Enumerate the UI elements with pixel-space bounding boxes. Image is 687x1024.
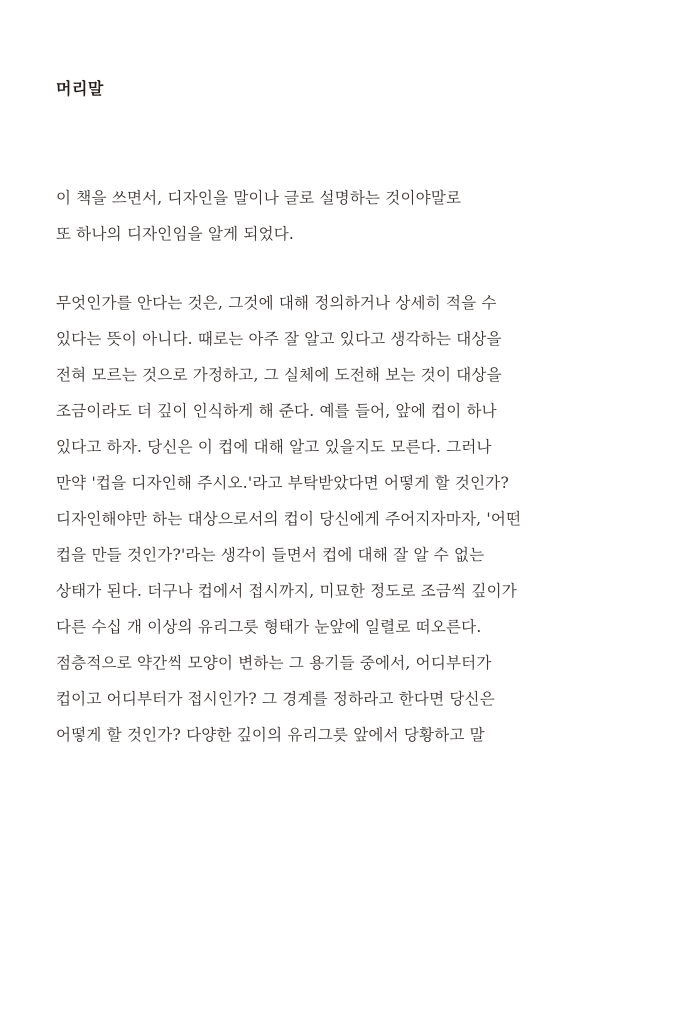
paragraph-2: [56, 285, 521, 753]
text-line: 전혀 모르는 것으로 가정하고, 그 실체에 도전해 보는 것이 대상을: [56, 366, 502, 384]
text-line: 있다는 뜻이 아니다. 때로는 아주 잘 알고 있다고 생각하는 대상을: [56, 330, 502, 348]
page-heading: 머리말: [56, 79, 104, 98]
text-line: 무엇인가를 안다는 것은, 그것에 대해 정의하거나 상세히 적을 수: [56, 294, 497, 312]
text-line: 또 하나의 디자인임을 알게 되었다.: [56, 225, 295, 243]
text-line: 만약 '컵을 디자인해 주시오.'라고 부탁받았다면 어떻게 할 것인가?: [56, 474, 509, 492]
text-line: 있다고 하자. 당신은 이 컵에 대해 알고 있을지도 모른다. 그러나: [56, 438, 492, 456]
text-line: 조금이라도 더 깊이 인식하게 해 준다. 예를 들어, 앞에 컵이 하나: [56, 402, 497, 420]
paragraph-1: [56, 180, 461, 252]
text-line: 어떻게 할 것인가? 다양한 깊이의 유리그릇 앞에서 당황하고 말: [56, 726, 485, 744]
text-line: 이 책을 쓰면서, 디자인을 말이나 글로 설명하는 것이야말로: [56, 189, 462, 207]
text-line: 컵을 만들 것인가?'라는 생각이 들면서 컵에 대해 잘 알 수 없는: [56, 546, 485, 564]
text-line: 다른 수십 개 이상의 유리그릇 형태가 눈앞에 일렬로 떠오른다.: [56, 618, 482, 636]
text-line: 점층적으로 약간씩 모양이 변하는 그 용기들 중에서, 어디부터가: [56, 654, 492, 672]
text-line: 상태가 된다. 더구나 컵에서 접시까지, 미묘한 정도로 조금씩 깊이가: [56, 582, 517, 600]
text-line: 디자인해야만 하는 대상으로서의 컵이 당신에게 주어지자마자, '어떤: [56, 510, 522, 528]
text-line: 컵이고 어디부터가 접시인가? 그 경계를 정하라고 한다면 당신은: [56, 690, 495, 708]
